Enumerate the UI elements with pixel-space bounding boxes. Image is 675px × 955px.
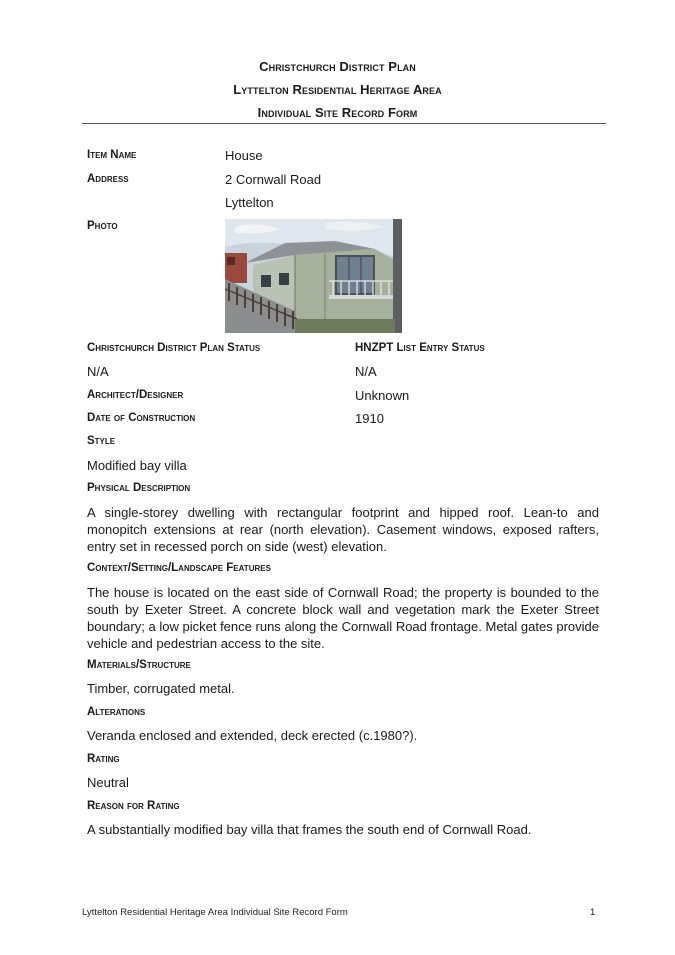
page-number: 1 <box>590 907 596 918</box>
item-name-value: House <box>225 148 263 163</box>
hnzpt-status-label: HNZPT List Entry Status <box>355 342 485 354</box>
header-title-line2: Lyttelton Residential Heritage Area <box>233 82 442 97</box>
header-title-line1: Christchurch District Plan <box>259 59 416 74</box>
physical-description-label: Physical Description <box>87 482 191 494</box>
photo-label: Photo <box>87 220 118 232</box>
footer-text: Lyttelton Residential Heritage Area Individual Site Record Form <box>82 907 348 918</box>
alterations-label: Alterations <box>87 706 146 718</box>
style-value: Modified bay villa <box>87 458 187 473</box>
rating-value: Neutral <box>87 775 129 790</box>
address-line1: 2 Cornwall Road <box>225 172 322 187</box>
context-label: Context/Setting/Landscape Features <box>87 562 271 574</box>
architect-value: Unknown <box>355 388 410 403</box>
document-header <box>0 55 675 124</box>
house-photo <box>225 219 402 333</box>
context-text: The house is located on the east side of Cornwall Road; the property is bounded to the south by Exeter Street. A concrete block wall and vegetation mark the Exeter Street boundary; a low picket fence runs along the Cornwall Road frontage. Metal gates provide vehicle and pedestrian access to the site. <box>87 585 599 651</box>
architect-label: Architect/Designer <box>87 389 184 401</box>
reason-label: Reason for Rating <box>87 800 180 812</box>
construction-label: Date of Construction <box>87 412 196 424</box>
address-label: Address <box>87 173 129 185</box>
materials-label: Materials/Structure <box>87 659 191 671</box>
materials-value: Timber, corrugated metal. <box>87 681 235 696</box>
hnzpt-status-value: N/A <box>355 364 377 379</box>
construction-value: 1910 <box>355 411 384 426</box>
physical-description-text: A single-storey dwelling with rectangular footprint and hipped roof. Lean-to and monopitch extensions at rear (north elevation). Casement windows, exposed rafters, entry set in recessed porch on side (west) elevation. <box>87 505 599 554</box>
header-divider <box>82 123 606 124</box>
district-status-label: Christchurch District Plan Status <box>87 342 261 354</box>
address-line2: Lyttelton <box>225 195 274 210</box>
rating-label: Rating <box>87 753 120 765</box>
item-name-label: Item Name <box>87 149 137 161</box>
alterations-value: Veranda enclosed and extended, deck erected (c.1980?). <box>87 728 418 743</box>
district-status-value: N/A <box>87 364 109 379</box>
reason-value: A substantially modified bay villa that frames the south end of Cornwall Road. <box>87 822 532 837</box>
style-label: Style <box>87 435 116 447</box>
header-title-line3: Individual Site Record Form <box>257 105 418 120</box>
